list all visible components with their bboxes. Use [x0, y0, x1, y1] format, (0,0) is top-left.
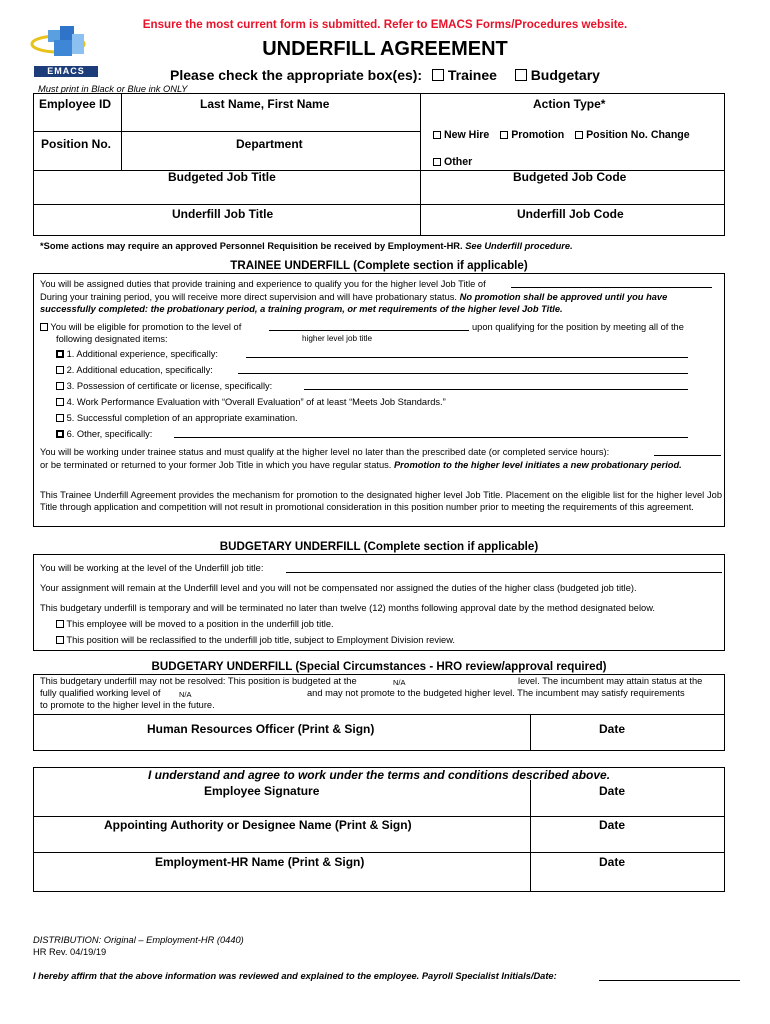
action-options-row — [433, 129, 690, 141]
eligibility-line-2: following designated items: — [56, 334, 168, 344]
employee-date-label: Date — [599, 784, 626, 798]
hro-label: Human Resources Officer (Print & Sign) — [147, 722, 375, 736]
designated-item-4: 4. Work Performance Evaluation with “Overall Evaluation” of at least “Meets Job Standards.” — [56, 396, 726, 412]
trainee-checkbox[interactable] — [432, 69, 444, 81]
designated-item-2: 2. Additional education, specifically: — [56, 364, 726, 380]
employee-signature-label: Employee Signature — [204, 784, 320, 798]
special-line-1: This budgetary underfill may not be resolved: This position is budgeted at the — [40, 676, 357, 686]
item-2-checkbox[interactable] — [56, 366, 64, 374]
budgetary-line-1: You will be working at the level of the Underfill job title: — [40, 563, 264, 573]
position-no-label: Position No. — [41, 137, 111, 151]
special-na-1: N/A — [393, 678, 406, 687]
action-type-label: Action Type* — [533, 97, 606, 111]
budgeted-job-code-label: Budgeted Job Code — [513, 170, 627, 184]
item-6-field[interactable] — [174, 437, 688, 438]
employment-hr-date-label: Date — [599, 855, 626, 869]
appointing-date-label: Date — [599, 818, 626, 832]
budgetary-option-1: This employee will be moved to a position in the underfill job title. — [56, 619, 334, 629]
employee-id-label: Employee ID — [39, 97, 112, 111]
form-title: UNDERFILL AGREEMENT — [262, 38, 508, 60]
budgetary-heading: BUDGETARY UNDERFILL (Complete section if applicable) — [219, 540, 539, 553]
special-heading: BUDGETARY UNDERFILL (Special Circumstances - HRO review/approval required) — [151, 660, 607, 673]
trainee-heading: TRAINEE UNDERFILL (Complete section if applicable) — [230, 259, 528, 272]
payroll-initials-field[interactable] — [599, 980, 740, 981]
distribution-note: DISTRIBUTION: Original – Employment-HR (0440) — [33, 935, 244, 945]
designated-item-6: 6. Other, specifically: — [56, 428, 726, 444]
item-1-field[interactable] — [246, 357, 688, 358]
employment-hr-label: Employment-HR Name (Print & Sign) — [155, 855, 365, 869]
item-4-checkbox[interactable] — [56, 398, 64, 406]
eligibility-job-field[interactable] — [269, 330, 469, 331]
eligibility-checkbox[interactable] — [40, 323, 48, 331]
move-employee-checkbox[interactable] — [56, 620, 64, 628]
promotion-label: Promotion — [511, 129, 565, 141]
trainee-label: Trainee — [447, 67, 497, 83]
underfill-job-title-label: Underfill Job Title — [172, 207, 274, 221]
underfill-level-field[interactable] — [286, 572, 722, 573]
item-3-checkbox[interactable] — [56, 382, 64, 390]
promotion-checkbox[interactable] — [500, 131, 508, 139]
designated-item-5: 5. Successful completion of an appropriate examination. — [56, 412, 726, 428]
check-prompt-row — [170, 67, 600, 83]
trainee-p2-a: You will be working under trainee status and must qualify at the higher level no later than the prescribed date (or completed service hours): — [40, 447, 610, 457]
budgetary-line-2: Your assignment will remain at the Underfill level and you will not be compensated nor assigned the duties of the higher class (budgeted job title). — [40, 583, 637, 593]
affirm-statement: I hereby affirm that the above information was reviewed and explained to the employee. Payroll Specialist Initials/Date: — [33, 971, 557, 981]
underfill-job-code-label: Underfill Job Code — [517, 207, 624, 221]
position-change-label: Position No. Change — [586, 129, 690, 141]
logo-text: EMACS — [47, 66, 85, 76]
special-line-2-end: and may not promote to the budgeted higher level. The incumbent may satisfy requirements — [307, 688, 685, 698]
last-first-label: Last Name, First Name — [200, 97, 330, 111]
revision-note: HR Rev. 04/19/19 — [33, 947, 107, 957]
appointing-label: Appointing Authority or Designee Name (Print & Sign) — [104, 818, 412, 832]
trainee-p1-b: During your training period, you will receive more direct supervision and will have probationary status. No promotion shall be approved until you have successfully completed: the probationary period, a training program, or met requirements of the higher level Job Title. — [40, 292, 668, 314]
trainee-p3: This Trainee Underfill Agreement provides the mechanism for promotion to the designated higher level Job Title. Placement on the eligible list for the higher level Job Title through application and competition will not result in promotional consideration in this position number prior to meeting the requirements of this agreement. — [40, 490, 722, 512]
budgetary-line-3: This budgetary underfill is temporary and will be terminated no later than twelve (12) months following approval date by the method designated below. — [40, 603, 655, 613]
trainee-p1-a: You will be assigned duties that provide training and experience to qualify you for the higher level Job Title of — [40, 279, 486, 289]
designated-items — [56, 348, 726, 444]
budgetary-label: Budgetary — [530, 67, 600, 83]
special-line-2: fully qualified working level of — [40, 688, 161, 698]
new-hire-label: New Hire — [443, 129, 490, 141]
item-1-checkbox[interactable] — [56, 350, 64, 358]
eligibility-line-end: upon qualifying for the position by meeting all of the — [472, 322, 684, 332]
eligibility-caption: higher level job title — [302, 334, 373, 343]
ink-note: Must print in Black or Blue ink ONLY — [38, 84, 188, 94]
top-notice: Ensure the most current form is submitted. Refer to EMACS Forms/Procedures website. — [142, 18, 628, 31]
department-label: Department — [236, 137, 303, 151]
reclassify-checkbox[interactable] — [56, 636, 64, 644]
new-hire-checkbox[interactable] — [433, 131, 441, 139]
budgetary-option-2: This position will be reclassified to the underfill job title, subject to Employment Division review. — [56, 635, 455, 645]
other-label: Other — [443, 156, 473, 168]
item-2-field[interactable] — [238, 373, 688, 374]
hro-date-label: Date — [599, 722, 626, 736]
budgetary-checkbox[interactable] — [515, 69, 527, 81]
higher-job-title-field[interactable] — [511, 287, 712, 288]
trainee-p2-b: or be terminated or returned to your former Job Title in which you have regular status. Promotion to the higher level initiates a new probationary period. — [40, 460, 682, 470]
item-3-field[interactable] — [304, 389, 688, 390]
action-other-row — [433, 156, 472, 168]
requisition-note: *Some actions may require an approved Personnel Requisition be received by Employment-HR. See Underfill procedure. — [40, 241, 573, 251]
other-checkbox[interactable] — [433, 158, 441, 166]
special-na-2: N/A — [179, 690, 192, 699]
item-5-checkbox[interactable] — [56, 414, 64, 422]
prescribed-date-field[interactable] — [654, 455, 721, 456]
understand-statement: I understand and agree to work under the terms and conditions described above. — [147, 768, 611, 782]
budgeted-job-title-label: Budgeted Job Title — [168, 170, 276, 184]
eligibility-line: You will be eligible for promotion to the level of — [40, 322, 241, 332]
designated-item-1: 1. Additional experience, specifically: — [56, 348, 726, 364]
item-6-checkbox[interactable] — [56, 430, 64, 438]
designated-item-3: 3. Possession of certificate or license, specifically: — [56, 380, 726, 396]
position-change-checkbox[interactable] — [575, 131, 583, 139]
check-prompt: Please check the appropriate box(es): — [170, 67, 423, 83]
special-line-3: to promote to the higher level in the future. — [40, 700, 215, 710]
special-line-1-end: level. The incumbent may attain status at the — [518, 676, 703, 686]
